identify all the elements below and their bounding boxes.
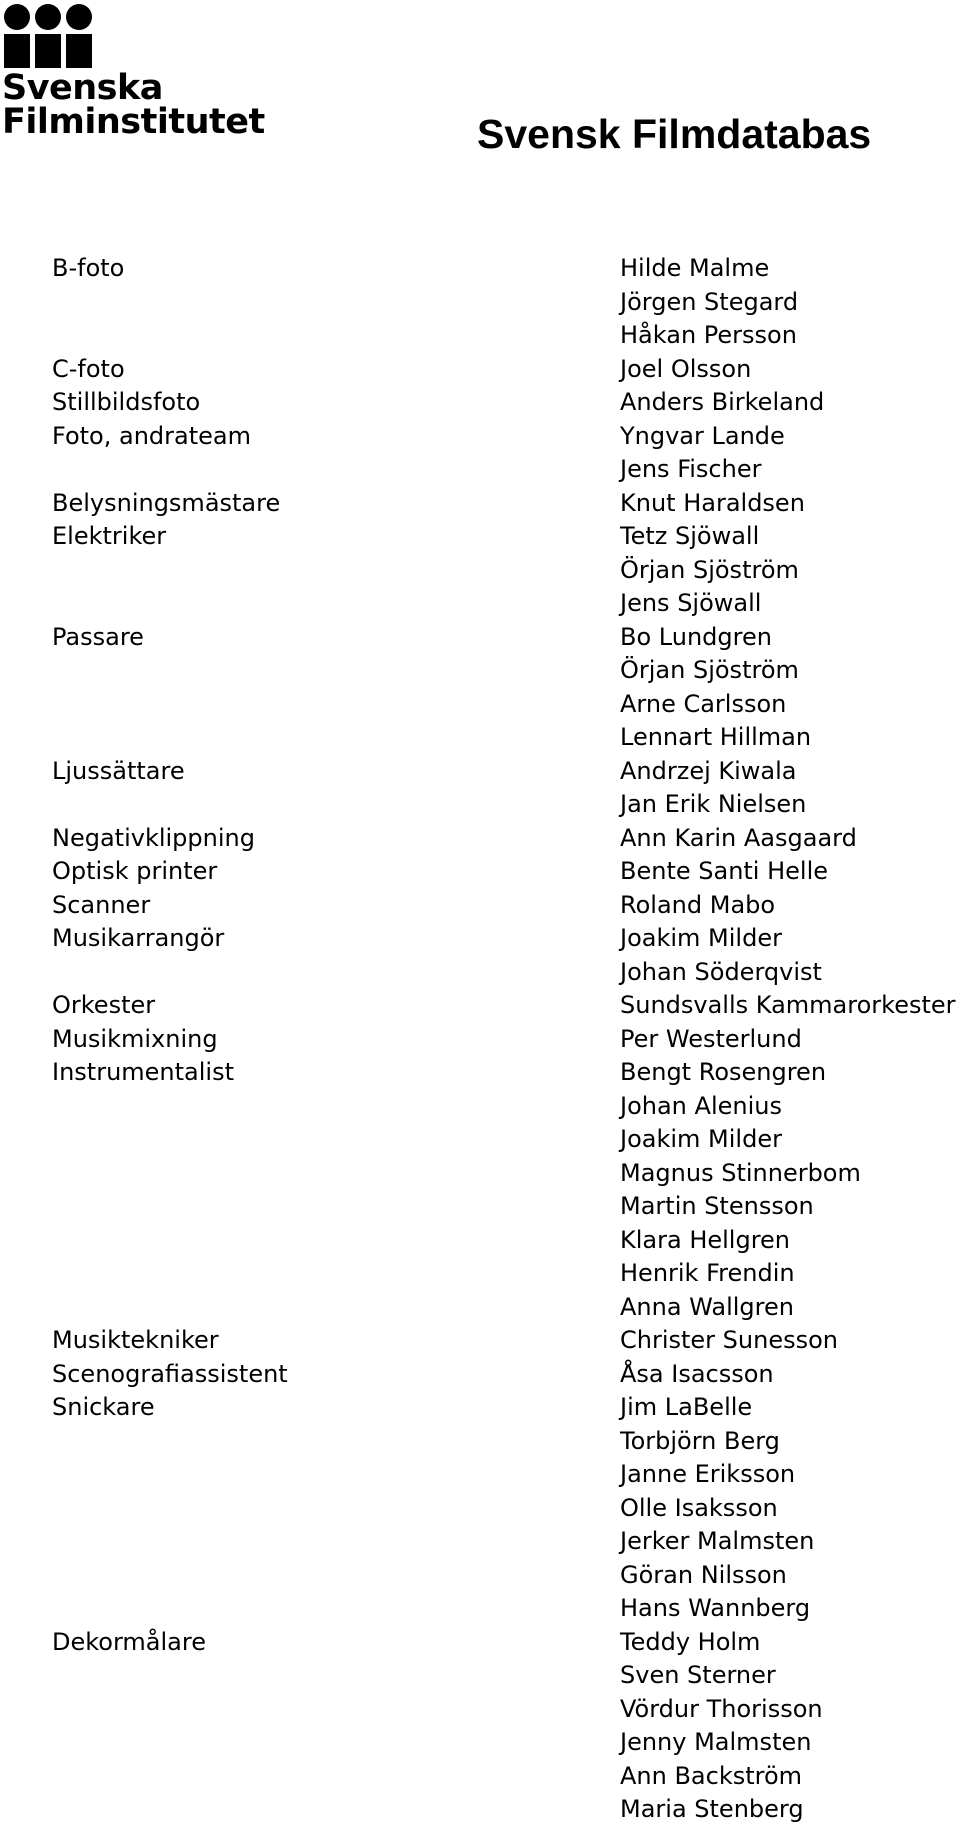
credit-role — [52, 956, 288, 990]
credit-role — [52, 1157, 288, 1191]
credit-name: Johan Alenius — [620, 1091, 782, 1120]
credit-name: Sven Sterner — [620, 1661, 776, 1689]
logo-wordmark — [2, 68, 265, 142]
credit-role — [52, 1492, 288, 1526]
credit-role — [52, 319, 288, 353]
credit-name: Janne Eriksson — [620, 1460, 796, 1488]
credit-name: Jens Sjöwall — [620, 589, 762, 617]
credit-name: Anna Wallgren — [620, 1292, 794, 1321]
credit-role: Musiktekniker — [52, 1326, 219, 1354]
credit-name: Jörgen Stegard — [620, 287, 799, 316]
credit-name: Göran Nilsson — [620, 1560, 787, 1589]
credit-name: Hilde Malme — [620, 254, 770, 282]
credit-name: Vördur Thorisson — [620, 1694, 823, 1723]
credit-role — [52, 1291, 288, 1325]
credit-name: Tetz Sjöwall — [620, 522, 760, 550]
logo-dot — [66, 4, 92, 30]
credit-name: Knut Haraldsen — [620, 488, 805, 517]
credit-name: Jim LaBelle — [620, 1393, 753, 1421]
credit-role — [52, 721, 288, 755]
credit-role — [52, 1525, 288, 1559]
logo-dot — [35, 4, 61, 30]
credit-role: Musikmixning — [52, 1024, 218, 1053]
credit-role: Snickare — [52, 1393, 155, 1421]
credit-name: Joel Olsson — [620, 354, 752, 383]
logo-square — [66, 34, 92, 68]
credit-name: Jerker Malmsten — [620, 1527, 815, 1555]
credit-role — [52, 554, 288, 588]
credit-name: Olle Isaksson — [620, 1493, 778, 1522]
credit-name: Bengt Rosengren — [620, 1058, 827, 1086]
credit-name: Joakim Milder — [620, 924, 782, 952]
credit-role — [52, 1190, 288, 1224]
credit-name: Hans Wannberg — [620, 1594, 811, 1622]
credit-role — [52, 788, 288, 822]
credit-role — [52, 1659, 288, 1693]
credit-role: B-foto — [52, 254, 125, 282]
credit-name: Bo Lundgren — [620, 622, 772, 651]
credit-name: Johan Söderqvist — [620, 957, 822, 986]
credit-role — [52, 1693, 288, 1727]
logo-square — [35, 34, 61, 68]
credit-name: Jenny Malmsten — [620, 1728, 812, 1756]
credit-name: Andrzej Kiwala — [620, 756, 797, 785]
credit-role: Optisk printer — [52, 857, 218, 885]
credit-name: Jan Erik Nielsen — [620, 790, 807, 818]
credit-role — [52, 654, 288, 688]
credit-name: Arne Carlsson — [620, 689, 787, 718]
credit-role — [52, 1726, 288, 1760]
logo-dots-mark — [2, 4, 252, 30]
credit-name: Henrik Frendin — [620, 1259, 795, 1287]
credit-role — [52, 1793, 288, 1827]
credit-name: Klara Hellgren — [620, 1225, 791, 1254]
credit-name: Maria Stenberg — [620, 1795, 804, 1823]
credit-name: Anders Birkeland — [620, 388, 825, 416]
logo-line-2: Filminstitutet — [2, 102, 265, 142]
credit-role — [52, 688, 288, 722]
credit-name: Martin Stensson — [620, 1192, 814, 1220]
credit-name: Åsa Isacsson — [620, 1359, 774, 1388]
credit-role — [52, 1224, 288, 1258]
credit-role — [52, 1425, 288, 1459]
credit-name: Per Westerlund — [620, 1024, 802, 1053]
credit-name: Örjan Sjöström — [620, 656, 799, 684]
roles-column — [52, 252, 288, 1827]
logo-line-1: Svenska — [2, 68, 163, 108]
credit-name: Jens Fischer — [620, 455, 762, 483]
credit-role — [52, 587, 288, 621]
credit-role: Scanner — [52, 890, 151, 919]
svenska-filminstitutet-logo — [2, 4, 265, 154]
credit-role: Ljussättare — [52, 756, 185, 785]
credit-role: Instrumentalist — [52, 1058, 235, 1086]
credit-name: Teddy Holm — [620, 1627, 761, 1656]
logo-squares-mark — [2, 34, 252, 68]
credit-name: Ann Karin Aasgaard — [620, 823, 857, 852]
names-column — [620, 252, 956, 1827]
credit-role — [52, 1123, 288, 1157]
credit-role — [52, 1257, 288, 1291]
credit-name: Ann Backström — [620, 1761, 803, 1790]
credit-name: Torbjörn Berg — [620, 1426, 780, 1455]
credit-role: C-foto — [52, 354, 125, 383]
credit-name: Christer Sunesson — [620, 1326, 839, 1354]
credit-role — [52, 1458, 288, 1492]
credit-role — [52, 1559, 288, 1593]
credit-role: Musikarrangör — [52, 924, 225, 952]
credit-name: Magnus Stinnerbom — [620, 1158, 861, 1187]
credit-name: Lennart Hillman — [620, 723, 812, 751]
credit-name: Roland Mabo — [620, 890, 776, 919]
logo-square — [4, 34, 30, 68]
credit-name: Sundsvalls Kammarorkester — [620, 991, 956, 1019]
credit-role — [52, 453, 288, 487]
credit-role — [52, 286, 288, 320]
credit-role: Scenografiassistent — [52, 1359, 288, 1388]
credit-name: Örjan Sjöström — [620, 555, 799, 584]
credit-name: Håkan Persson — [620, 321, 797, 349]
credit-role: Foto, andrateam — [52, 421, 251, 450]
page-title: Svensk Filmdatabas — [477, 111, 872, 157]
credit-role — [52, 1760, 288, 1794]
credit-role: Orkester — [52, 991, 156, 1019]
credit-role: Belysningsmästare — [52, 488, 281, 517]
credit-role: Stillbildsfoto — [52, 388, 201, 416]
credit-role — [52, 1592, 288, 1626]
credit-role — [52, 1090, 288, 1124]
credit-name: Joakim Milder — [620, 1125, 782, 1153]
credit-role: Negativklippning — [52, 823, 255, 852]
credit-name: Yngvar Lande — [620, 421, 785, 450]
credit-role: Dekormålare — [52, 1627, 206, 1656]
credit-role: Elektriker — [52, 522, 167, 550]
credit-name: Bente Santi Helle — [620, 857, 829, 885]
credit-role: Passare — [52, 622, 144, 651]
logo-dot — [4, 4, 30, 30]
